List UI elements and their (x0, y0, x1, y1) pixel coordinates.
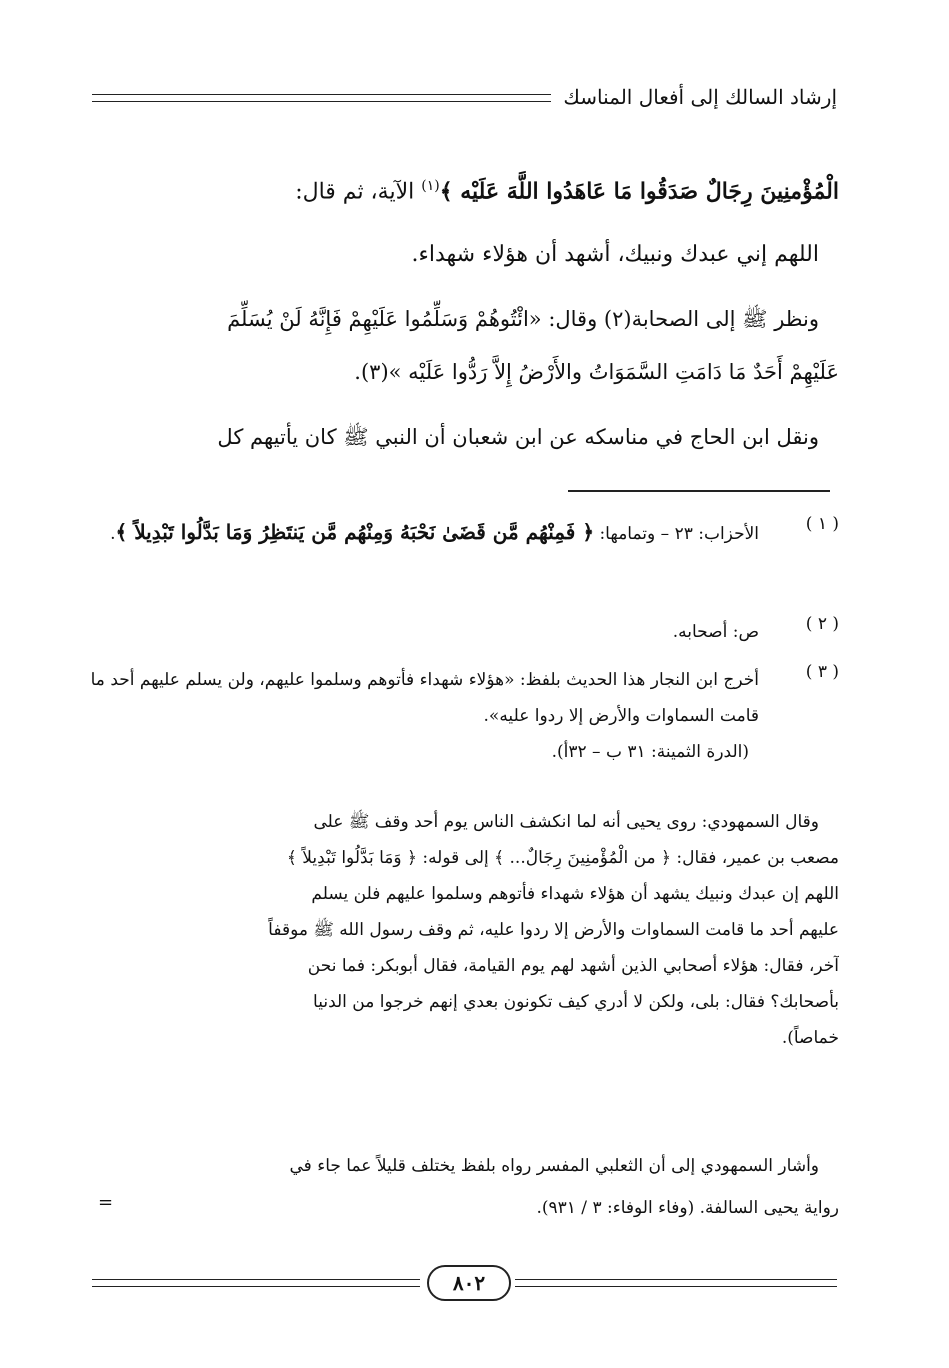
note-line: بأصحابك؟ فقال: بلى، ولكن لا أدري كيف تكونون بعدي إنهم خرجوا من الدنيا (313, 992, 839, 1012)
footer-rule-right (515, 1279, 837, 1287)
note-line: مصعب بن عمير، فقال: ﴿ من الْمُؤْمنِينَ رِجَالٌ... ﴾ إلى قوله: ﴿ وَمَا بَدَّلُوا تَبْدِيلاً ﴾ (286, 848, 839, 868)
page-number: ٨٠٢ (427, 1265, 511, 1301)
header-title: إرشاد السالك إلى أفعال المناسك (563, 85, 837, 109)
note-line: وقال السمهودي: روى يحيى أنه لما انكشف الناس يوم أحد وقف ﷺ على (313, 812, 819, 832)
footnote-ref-1: (١) (421, 178, 440, 194)
quran-verse: الْمُؤْمنِينَ رِجَالٌ صَدَقُوا مَا عَاهَدُوا اللَّهَ عَلَيْه ﴾ (439, 178, 839, 205)
main-line-1 (90, 178, 839, 204)
footnote-quran: ﴿ فَمِنْهُم مَّن قَضَىٰ نَحْبَهُ وَمِنْهُم مَّن يَنتَظِرُ وَمَا بَدَّلُوا تَبْدِيلاً ﴾ (115, 520, 595, 544)
footnote-suffix: . (110, 524, 116, 544)
note-line: رواية يحيى السالفة. (وفاء الوفاء: ٣ / ٩٣١). (536, 1198, 839, 1218)
main-line-4: عَلَيْهِمْ أَحَدٌ مَا دَامَتِ السَّمَوَاتُ والأَرْضُ إِلاَّ رَدُّوا عَلَيْه »(٣). (354, 360, 839, 384)
header-rule (92, 94, 551, 102)
footer-rule-left (92, 1279, 420, 1287)
continuation-mark: = (98, 1192, 114, 1213)
footnote-3 (90, 662, 839, 770)
footnote-source: (الدرة الثمينة: ٣١ ب – ٣٢أ). (551, 742, 749, 762)
footnote-number: ( ١ ) (805, 514, 839, 534)
footnote-text: الأحزاب: ٢٣ – وتمامها: (594, 524, 759, 544)
main-line-1-rest: الآية، ثم قال: (295, 179, 422, 205)
main-line-5: ونقل ابن الحاج في مناسكه عن ابن شعبان أن النبي ﷺ كان يأتيهم كل (217, 425, 819, 449)
main-line-3: ونظر ﷺ إلى الصحابة(٢) وقال: «ائْتُوهُمْ وَسَلِّمُوا عَلَيْهِمْ فَإِنَّهُ لَنْ يُسَلِّمَ (227, 307, 819, 331)
main-line-2: اللهم إني عبدك ونبيك، أشهد أن هؤلاء شهداء. (411, 242, 819, 267)
footnote-number: ( ٢ ) (805, 614, 839, 634)
note-line: اللهم إن عبدك ونبيك يشهد أن هؤلاء شهداء فأتوهم وسلموا عليهم فلن يسلم (311, 884, 839, 904)
note-paragraph-2-cont (92, 1190, 839, 1226)
running-header (92, 82, 837, 112)
note-line: خماصاً). (781, 1028, 839, 1048)
footnote-number: ( ٣ ) (805, 662, 839, 682)
note-line: وأشار السمهودي إلى أن الثعلبي المفسر رواه بلفظ يختلف قليلاً عما جاء في (289, 1156, 819, 1176)
note-paragraph-2 (92, 1148, 819, 1184)
footnote-text: أخرج ابن النجار هذا الحديث بلفظ: «هؤلاء شهداء فأتوهم وسلموا عليهم، ولن يسلم عليهم أحد ما قامت السماوات والأرض إلا ردوا عليه». (90, 670, 759, 726)
note-line: آخر، فقال: هؤلاء أصحابي الذين أشهد لهم يوم القيامة، فقال أبوبكر: فما نحن (307, 956, 839, 976)
footnote-text: ص: أصحابه. (672, 622, 759, 642)
footnote-1 (90, 514, 839, 552)
note-line: عليهم أحد ما قامت السماوات والأرض إلا ردوا عليه، ثم وقف رسول الله ﷺ موقفاً (268, 920, 839, 940)
note-paragraph-1 (92, 804, 819, 840)
page-footer (92, 1265, 837, 1305)
note-paragraph-1-cont (92, 840, 839, 1056)
footnote-separator (568, 490, 830, 492)
footnote-2 (90, 614, 839, 650)
